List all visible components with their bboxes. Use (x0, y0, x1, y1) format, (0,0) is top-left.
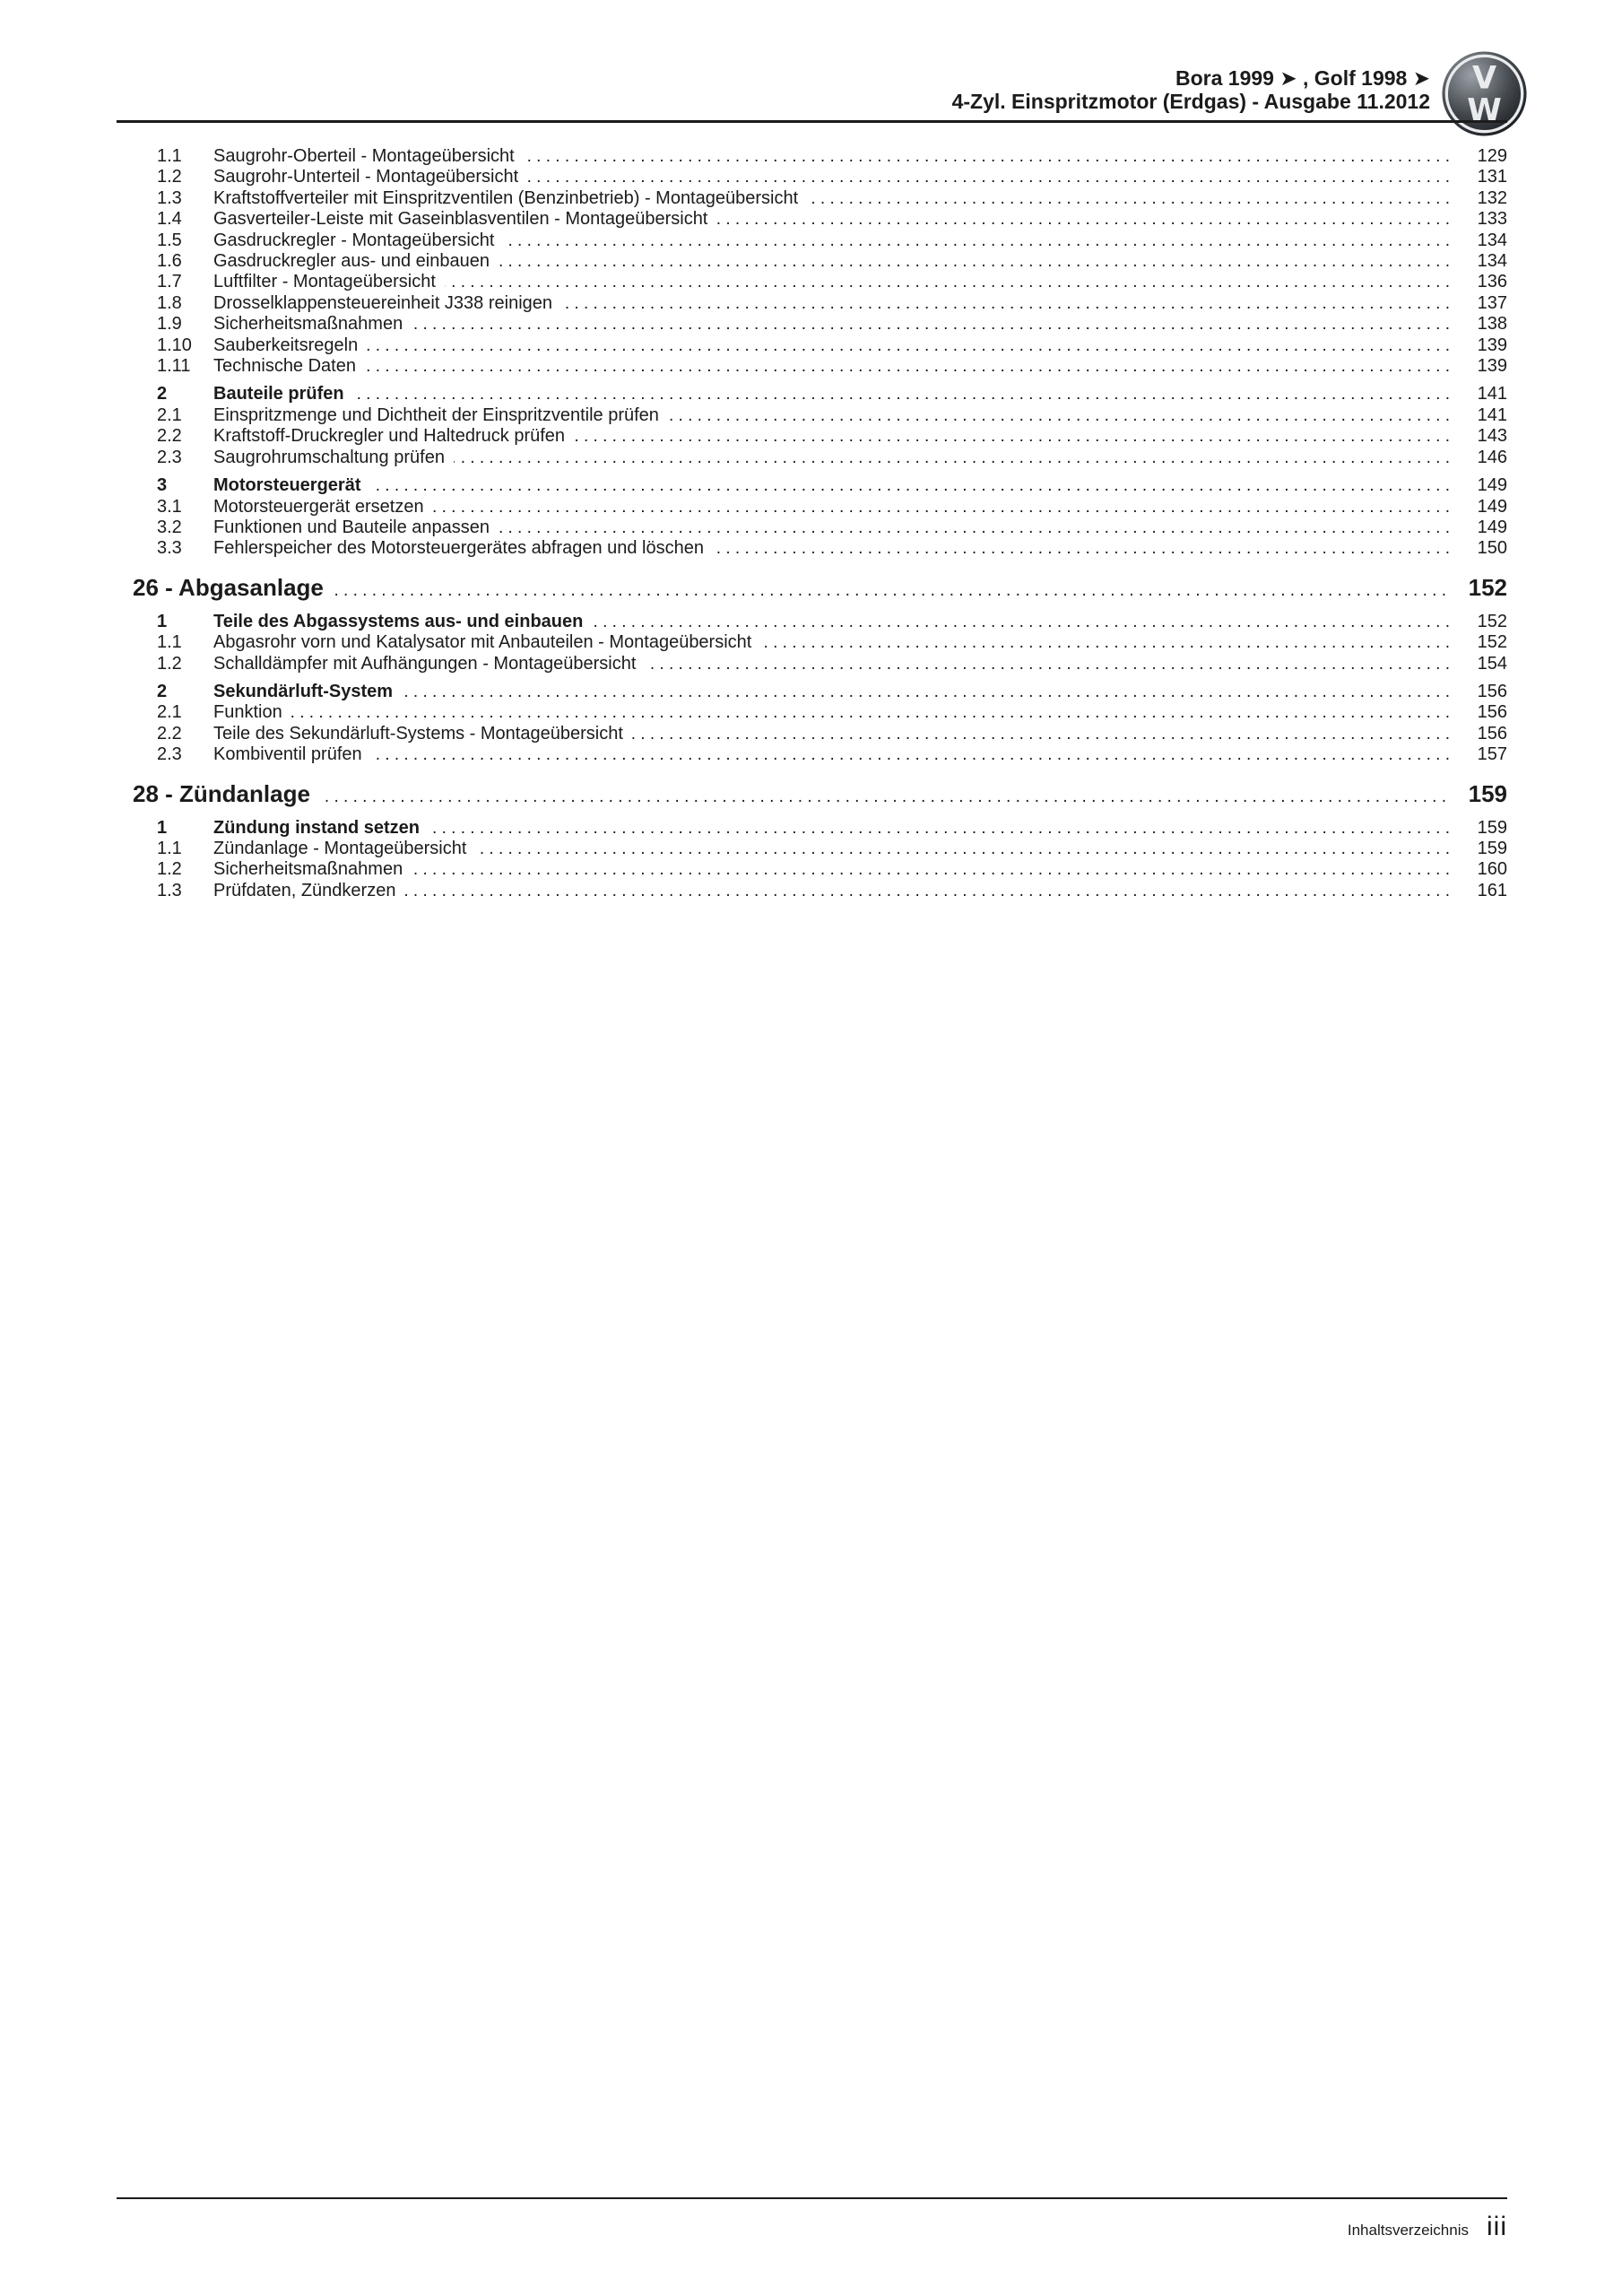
entry-page: 132 (1477, 187, 1507, 208)
toc-entry-row[interactable] (117, 744, 1507, 765)
dot-leader (353, 384, 1450, 404)
footer-label: Inhaltsverzeichnis (1347, 2222, 1469, 2239)
dot-leader (429, 818, 1450, 839)
entry-num: 3.2 (157, 517, 182, 537)
dot-leader (561, 293, 1450, 314)
entry-title: Sauberkeitsregeln (213, 335, 359, 355)
entry-title: Prüfdaten, Zündkerzen (213, 880, 396, 900)
entry-num: 1.4 (157, 209, 182, 230)
chapter-label: 28 - Zündanlage (133, 779, 310, 807)
entry-num: 1.11 (157, 356, 191, 377)
dot-leader (807, 188, 1450, 209)
entry-num: 2.2 (157, 723, 182, 744)
entry-page: 157 (1477, 744, 1507, 765)
entry-page: 152 (1477, 611, 1507, 631)
entry-num: 1.8 (157, 292, 182, 313)
entry-num: 3.3 (157, 538, 182, 559)
entry-title: Saugrohr-Oberteil - Montageübersicht (213, 146, 515, 166)
entry-num: 2.1 (157, 702, 182, 723)
dot-leader (632, 724, 1450, 744)
chapter-page: 152 (1468, 573, 1507, 601)
entry-page: 149 (1477, 517, 1507, 537)
entry-page: 156 (1477, 723, 1507, 744)
toc-entry-row[interactable] (117, 405, 1507, 426)
entry-title: Motorsteuergerät (213, 475, 361, 496)
entry-title: Saugrohrumschaltung prüfen (213, 447, 445, 467)
entry-title: Funktionen und Bauteile anpassen (213, 517, 490, 537)
entry-page: 138 (1477, 314, 1507, 335)
dot-leader (503, 230, 1450, 251)
toc-entry-row[interactable] (117, 251, 1507, 272)
entry-num: 2.3 (157, 447, 182, 467)
dot-leader (760, 632, 1450, 653)
toc-entry-row[interactable] (117, 839, 1507, 859)
entry-title: Fehlerspeicher des Motorsteuergerätes abfragen und löschen (213, 538, 704, 559)
entry-title: Drosselklappensteuereinheit J338 reinigen (213, 292, 553, 313)
header-rule (117, 120, 1507, 123)
toc-entry-row[interactable] (117, 356, 1507, 377)
entry-num: 1.1 (157, 838, 182, 858)
entry-title: Teile des Abgassystems aus- und einbauen (213, 611, 584, 631)
toc-chapter-row[interactable] (117, 574, 1507, 604)
entry-page: 134 (1477, 230, 1507, 250)
toc-entry-row[interactable] (117, 209, 1507, 230)
dot-leader (404, 881, 1450, 901)
entry-title: Teile des Sekundärluft-Systems - Montageübersicht (213, 723, 623, 744)
dot-leader (445, 272, 1450, 292)
entry-num: 3.1 (157, 496, 182, 517)
entry-num: 1.7 (157, 272, 182, 292)
footer-rule (117, 2197, 1507, 2199)
page-header (117, 0, 1507, 113)
entry-title: Gasdruckregler - Montageübersicht (213, 230, 495, 250)
svg-text:W: W (1467, 92, 1502, 129)
dot-leader (369, 475, 1450, 496)
entry-num: 1.3 (157, 187, 182, 208)
dot-leader (592, 612, 1450, 632)
toc-chapter-row[interactable] (117, 780, 1507, 811)
entry-num: 1.3 (157, 880, 182, 900)
entry-page: 141 (1477, 404, 1507, 425)
entry-title: Luftfilter - Montageübersicht (213, 272, 436, 292)
footer-page-number: iii (1487, 2212, 1507, 2241)
entry-num: 3 (157, 475, 168, 496)
toc-entry-row[interactable] (117, 859, 1507, 880)
toc-entry-row[interactable] (117, 272, 1507, 292)
entry-page: 137 (1477, 292, 1507, 313)
toc-entry-row[interactable] (117, 724, 1507, 744)
dot-leader (716, 209, 1450, 230)
entry-num: 1 (157, 611, 168, 631)
dot-leader (499, 251, 1450, 272)
page-footer (117, 2197, 1507, 2242)
toc-entry-row[interactable] (117, 314, 1507, 335)
dot-leader (412, 859, 1450, 880)
toc-entry-row[interactable] (117, 335, 1507, 356)
entry-page: 150 (1477, 538, 1507, 559)
chapter-label: 26 - Abgasanlage (133, 573, 324, 601)
toc-entry-row[interactable] (117, 448, 1507, 468)
entry-title: Kraftstoff-Druckregler und Haltedruck prüfen (213, 426, 566, 447)
dot-leader (574, 426, 1450, 447)
dot-leader (319, 784, 1446, 811)
entry-title: Saugrohr-Unterteil - Montageübersicht (213, 167, 519, 187)
dot-leader (713, 538, 1450, 559)
entry-page: 159 (1477, 817, 1507, 838)
dot-leader (291, 702, 1450, 723)
chapter-page: 159 (1468, 779, 1507, 807)
dot-leader (475, 839, 1450, 859)
toc-entry-row[interactable] (117, 426, 1507, 447)
entry-page: 141 (1477, 384, 1507, 404)
entry-num: 1.6 (157, 251, 182, 272)
entry-num: 1.10 (157, 335, 192, 355)
entry-title: Zündung instand setzen (213, 817, 420, 838)
entry-page: 143 (1477, 426, 1507, 447)
entry-page: 156 (1477, 681, 1507, 701)
toc-entry-row[interactable] (117, 654, 1507, 674)
header-subtitle: 4-Zyl. Einspritzmotor (Erdgas) - Ausgabe 11.2012 (951, 90, 1430, 113)
toc-entry-row[interactable] (117, 818, 1507, 839)
entry-page: 154 (1477, 653, 1507, 674)
toc-entry-row[interactable] (117, 497, 1507, 517)
entry-title: Gasdruckregler aus- und einbauen (213, 251, 490, 272)
toc-entry-row[interactable] (117, 881, 1507, 901)
entry-page: 133 (1477, 209, 1507, 230)
entry-num: 2 (157, 681, 168, 701)
entry-num: 2 (157, 384, 168, 404)
svg-text:V: V (1471, 60, 1497, 97)
dot-leader (402, 682, 1450, 702)
toc-list (117, 146, 1507, 901)
entry-page: 156 (1477, 702, 1507, 723)
dot-leader (527, 167, 1450, 187)
entry-num: 2.1 (157, 404, 182, 425)
entry-title: Motorsteuergerät ersetzen (213, 496, 424, 517)
entry-num: 1.2 (157, 653, 182, 674)
entry-num: 1.2 (157, 859, 182, 880)
dot-leader (333, 578, 1446, 604)
entry-page: 134 (1477, 251, 1507, 272)
entry-page: 131 (1477, 167, 1507, 187)
dot-leader (645, 654, 1450, 674)
entry-num: 1.1 (157, 632, 182, 653)
toc-entry-row[interactable] (117, 293, 1507, 314)
toc-entry-row[interactable] (117, 632, 1507, 653)
entry-title: Sicherheitsmaßnahmen (213, 314, 403, 335)
entry-title: Technische Daten (213, 356, 356, 377)
entry-page: 161 (1477, 880, 1507, 900)
entry-title: Funktion (213, 702, 282, 723)
entry-num: 1.9 (157, 314, 182, 335)
entry-title: Gasverteiler-Leiste mit Gaseinblasventilen - Montageübersicht (213, 209, 708, 230)
entry-num: 1.5 (157, 230, 182, 250)
dot-leader (365, 356, 1450, 377)
toc-entry-row[interactable] (117, 702, 1507, 723)
entry-page: 159 (1477, 838, 1507, 858)
entry-page: 139 (1477, 356, 1507, 377)
entry-num: 2.2 (157, 426, 182, 447)
entry-page: 139 (1477, 335, 1507, 355)
toc-entry-row[interactable] (117, 384, 1507, 404)
entry-title: Zündanlage - Montageübersicht (213, 838, 467, 858)
entry-title: Sekundärluft-System (213, 681, 394, 701)
entry-title: Abgasrohr vorn und Katalysator mit Anbauteilen - Montageübersicht (213, 632, 752, 653)
entry-num: 1.2 (157, 167, 182, 187)
toc-entry-row[interactable] (117, 167, 1507, 187)
toc-entry-row[interactable] (117, 188, 1507, 209)
dot-leader (499, 517, 1450, 538)
toc-entry-row[interactable] (117, 517, 1507, 538)
dot-leader (524, 146, 1450, 167)
entry-page: 129 (1477, 146, 1507, 166)
dot-leader (367, 335, 1450, 356)
entry-num: 1 (157, 817, 168, 838)
toc-entry-row[interactable] (117, 538, 1507, 559)
toc-entry-row[interactable] (117, 475, 1507, 496)
entry-title: Bauteile prüfen (213, 384, 344, 404)
entry-title: Kraftstoffverteiler mit Einspritzventilen (Benzinbetrieb) - Montageübersicht (213, 187, 799, 208)
entry-page: 149 (1477, 496, 1507, 517)
toc-entry-row[interactable] (117, 612, 1507, 632)
toc-entry-row[interactable] (117, 230, 1507, 251)
entry-page: 149 (1477, 475, 1507, 496)
entry-page: 146 (1477, 447, 1507, 467)
toc-entry-row[interactable] (117, 146, 1507, 167)
entry-page: 160 (1477, 859, 1507, 880)
dot-leader (412, 314, 1450, 335)
entry-num: 2.3 (157, 744, 182, 765)
dot-leader (454, 448, 1450, 468)
dot-leader (668, 405, 1450, 426)
entry-page: 152 (1477, 632, 1507, 653)
entry-page: 136 (1477, 272, 1507, 292)
entry-num: 1.1 (157, 146, 182, 166)
header-models: Bora 1999 ➤ , Golf 1998 ➤ (1175, 66, 1430, 90)
toc-entry-row[interactable] (117, 682, 1507, 702)
entry-title: Einspritzmenge und Dichtheit der Einspritzventile prüfen (213, 404, 659, 425)
dot-leader (371, 744, 1450, 765)
entry-title: Schalldämpfer mit Aufhängungen - Montageübersicht (213, 653, 637, 674)
dot-leader (433, 497, 1450, 517)
entry-title: Sicherheitsmaßnahmen (213, 859, 403, 880)
entry-title: Kombiventil prüfen (213, 744, 362, 765)
